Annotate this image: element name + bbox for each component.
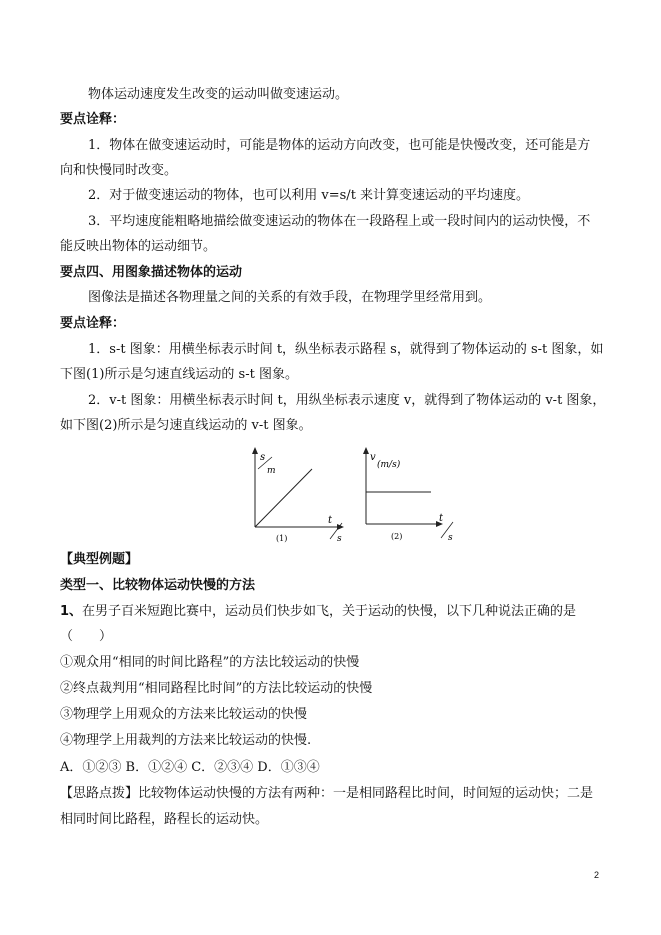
option-3: ③物理学上用观众的方法来比较运动的快慢 <box>60 707 308 722</box>
vt-y-label: v <box>370 452 376 463</box>
st-y-label-num: s <box>260 452 266 463</box>
question-1-bracket: （ ） <box>60 629 113 644</box>
st-y-label-den: m <box>267 466 276 476</box>
option-4: ④物理学上用裁判的方法来比较运动的快慢. <box>60 733 312 748</box>
vt-y-arrow <box>363 447 369 454</box>
heading-key-points: 要点诠释： <box>60 112 126 127</box>
heading-key-points-2: 要点诠释： <box>60 316 126 331</box>
st-caption: (1) <box>276 534 288 543</box>
option-2: ②终点裁判用“相同路程比时间”的方法比较运动的快慢 <box>60 681 373 696</box>
figure-vt-graph <box>355 445 465 545</box>
paragraph-6b: 如下图(2)所示是匀速直线运动的 v-t 图象。 <box>60 418 312 433</box>
paragraph-5b: 下图(1)所示是匀速直线运动的 s-t 图象。 <box>60 367 298 382</box>
answer-choices: A．①②③ B．①②④ C．②③④ D．①③④ <box>60 760 320 775</box>
vt-y-unit: (m/s) <box>377 460 401 470</box>
paragraph-4: 图像法是描述各物理量之间的关系的有效手段，在物理学里经常用到。 <box>88 290 492 305</box>
vt-x-label-den: s <box>448 533 453 543</box>
option-1: ①观众用“相同的时间比路程”的方法比较运动的快慢 <box>60 655 360 670</box>
question-text: 在男子百米短跑比赛中，运动员们快步如飞，关于运动的快慢，以下几种说法正确的是 <box>82 604 577 619</box>
paragraph-5a: 1．s-t 图象：用横坐标表示时间 t，纵坐标表示路程 s，就得到了物体运动的 s-t 图象，如 <box>88 342 604 357</box>
question-number: 1、 <box>60 604 83 619</box>
st-x-label-den: s <box>337 534 342 544</box>
hint-label: 【思路点拨】 <box>60 786 139 801</box>
line-intro: 物体运动速度发生改变的运动叫做变速运动。 <box>88 87 349 102</box>
st-y-arrow <box>252 447 258 454</box>
paragraph-2: 2．对于做变速运动的物体，也可以利用 v=s/t 来计算变速运动的平均速度。 <box>88 188 530 203</box>
question-1 <box>60 603 576 621</box>
paragraph-3a: 3．平均速度能粗略地描绘做变速运动的物体在一段路程上或一段时间内的运动快慢，不 <box>88 214 591 229</box>
paragraph-1b: 向和快慢同时改变。 <box>60 163 178 178</box>
heading-type-one: 类型一、比较物体运动快慢的方法 <box>60 578 256 593</box>
hint-line-2: 相同时间比路程，路程长的运动快。 <box>60 812 269 827</box>
heading-section-4: 要点四、用图象描述物体的运动 <box>60 265 243 280</box>
heading-typical-examples: 【典型例题】 <box>60 552 139 567</box>
st-x-label-num: t <box>328 515 333 526</box>
paragraph-6a: 2．v-t 图象：用横坐标表示时间 t，用纵坐标表示速度 v，就得到了物体运动的 v-t 图象， <box>88 393 606 408</box>
vt-x-label-num: t <box>439 513 444 524</box>
hint-line-1 <box>60 785 593 803</box>
page-number: 2 <box>593 870 599 880</box>
figure-st-graph <box>244 445 354 545</box>
st-line <box>255 469 312 527</box>
vt-caption: (2) <box>391 532 403 541</box>
hint-text: 比较物体运动快慢的方法有两种：一是相同路程比时间，时间短的运动快；二是 <box>138 786 594 801</box>
paragraph-3b: 能反映出物体的运动细节。 <box>60 239 217 254</box>
paragraph-1a: 1．物体在做变速运动时，可能是物体的运动方向改变，也可能是快慢改变，还可能是方 <box>88 138 591 153</box>
